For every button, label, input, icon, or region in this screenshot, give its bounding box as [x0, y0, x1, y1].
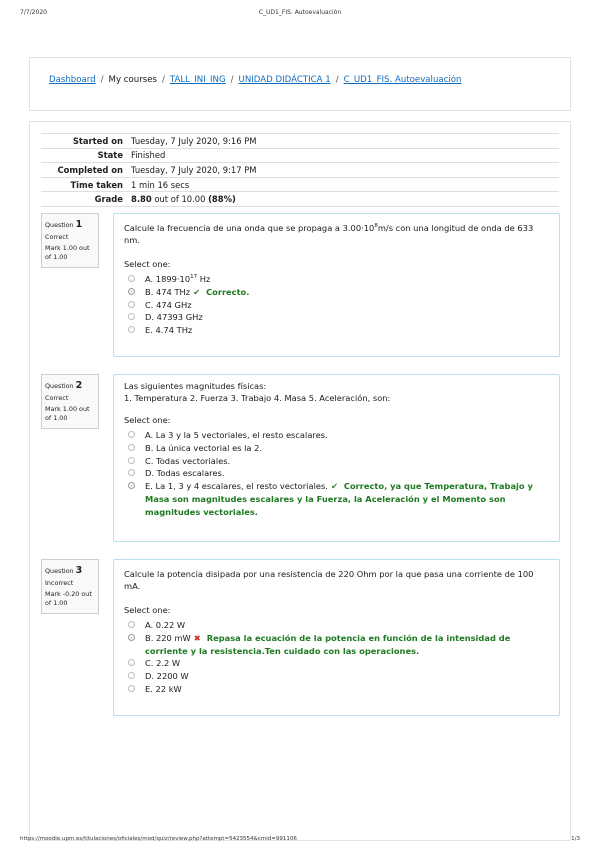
answer-option[interactable]: D. 47393 GHz — [124, 311, 549, 324]
radio-button-selected[interactable] — [128, 482, 135, 489]
radio-button[interactable] — [128, 457, 135, 464]
question-2-info — [41, 374, 99, 429]
answer-option[interactable]: B. 220 mW ✖ Repasa la ecuación de la potencia en función de la intensidad de corriente y la resistencia.Ten cuidado con las operaciones. — [124, 632, 549, 658]
select-one-label: Select one: — [124, 604, 171, 615]
radio-button[interactable] — [128, 431, 135, 438]
question-mark: Mark 1.00 out of 1.00 — [45, 244, 90, 262]
question-state: Incorrect — [45, 579, 74, 588]
radio-button[interactable] — [128, 444, 135, 451]
answer-option[interactable]: C. 474 GHz — [124, 299, 549, 312]
print-url: https://moodle.upm.es/titulaciones/oficiales/mod/quiz/review.php?attempt=5423554&cmid=991106 — [20, 836, 297, 842]
grade-out-of: out of 10.00 — [151, 194, 209, 205]
select-one-label: Select one: — [124, 258, 171, 269]
radio-button[interactable] — [128, 275, 135, 282]
answer-option[interactable]: C. 2.2 W — [124, 657, 549, 670]
question-3-info — [41, 559, 99, 614]
answer-option[interactable]: A. $1899\cdot 10^{17}$ Hz — [124, 273, 549, 286]
completed-value: Tuesday, 7 July 2020, 9:17 PM — [131, 163, 559, 178]
radio-button[interactable] — [128, 469, 135, 476]
question-text: Calcule la potencia disipada por una resistencia de 220 Ohm por la que pasa una corriente de 100 mA. — [124, 569, 534, 592]
radio-button[interactable] — [128, 313, 135, 320]
grade-label: Grade — [41, 192, 131, 207]
feedback-text: Correcto, ya que Temperatura, Trabajo y Masa son magnitudes escalares y la Fuerza, la Aceleración y el Momento son magnitudes vectoriales. — [145, 481, 533, 518]
state-value: Finished — [131, 148, 559, 163]
answer-option[interactable]: E. 22 kW — [124, 683, 549, 696]
breadcrumb-unit[interactable]: UNIDAD DIDÁCTICA 1 — [238, 75, 331, 85]
grade-percent: (88%) — [208, 194, 236, 205]
answer-option[interactable]: A. La 3 y la 5 vectoriales, el resto escalares. — [124, 429, 549, 442]
summary-grade — [41, 192, 559, 207]
radio-button[interactable] — [128, 301, 135, 308]
question-2-content — [113, 374, 560, 542]
radio-button-selected[interactable] — [128, 634, 135, 641]
radio-button[interactable] — [128, 621, 135, 628]
summary-started — [41, 134, 559, 149]
summary-state — [41, 148, 559, 163]
radio-button[interactable] — [128, 326, 135, 333]
select-one-label: Select one: — [124, 414, 171, 425]
grade-value — [131, 192, 559, 207]
question-state: Correct — [45, 233, 69, 242]
answer-option[interactable]: A. 0.22 W — [124, 619, 549, 632]
print-title: C_UD1_FIS. Autoevaluación — [258, 9, 342, 16]
breadcrumb-my-courses: My courses — [108, 75, 157, 85]
time-value: 1 min 16 secs — [131, 177, 559, 192]
cross-icon: ✖ — [193, 632, 201, 643]
feedback-text: Correcto. — [206, 286, 250, 297]
answer-option[interactable]: B. 474 THz ✔ Correcto. — [124, 286, 549, 299]
summary-time — [41, 177, 559, 192]
question-number: 2 — [75, 380, 83, 391]
question-3-content — [113, 559, 560, 716]
question-1-info — [41, 213, 99, 268]
question-number: 1 — [75, 219, 83, 230]
time-label: Time taken — [41, 177, 131, 192]
feedback-text: Repasa la ecuación de la potencia en función de la intensidad de corriente y la resistencia.Ten cuidado con las operaciones. — [145, 632, 511, 656]
started-label: Started on — [41, 134, 131, 149]
question-state: Correct — [45, 394, 69, 403]
question-1-content — [113, 213, 560, 357]
question-label: Question — [45, 567, 74, 575]
answer-option[interactable]: D. Todas escalares. — [124, 467, 549, 480]
answer-option[interactable]: D. 2200 W — [124, 670, 549, 683]
question-mark: Mark 1.00 out of 1.00 — [45, 405, 90, 423]
question-mark: Mark -0.20 out of 1.00 — [45, 590, 92, 608]
print-header — [20, 9, 580, 19]
radio-button[interactable] — [128, 659, 135, 666]
question-label: Question — [45, 382, 74, 390]
started-value: Tuesday, 7 July 2020, 9:16 PM — [131, 134, 559, 149]
answer-option[interactable]: C. Todas vectoriales. — [124, 455, 549, 468]
question-text: Las siguientes magnitudes físicas: 1. Temperatura 2. Fuerza 3. Trabajo 4. Masa 5. Aceleración, son: — [124, 381, 391, 404]
completed-label: Completed on — [41, 163, 131, 178]
grade-score: 8.80 — [131, 194, 152, 205]
question-number: 3 — [75, 565, 83, 576]
radio-button-selected[interactable] — [128, 288, 135, 295]
breadcrumb-course[interactable]: TALL_INI_ING — [169, 75, 226, 85]
summary-completed — [41, 163, 559, 178]
breadcrumb-dashboard[interactable]: Dashboard — [49, 75, 96, 85]
radio-button[interactable] — [128, 672, 135, 679]
state-label: State — [41, 148, 131, 163]
question-text: Calcule la frecuencia de una onda que se propaga a $3.00\cdot 10^8m/s$ con una longitud de onda de 633 nm. — [124, 223, 534, 246]
answer-option[interactable]: E. La 1, 3 y 4 escalares, el resto vectoriales. ✔ Correcto, ya que Temperatura, Trabajo y Masa son magnitudes escalares y la Fuerza, la Aceleración y el Momento son magnitudes vectoriales. — [124, 480, 549, 519]
attempt-summary — [41, 133, 559, 207]
print-date: 7/7/2020 — [20, 9, 47, 16]
question-label: Question — [45, 221, 74, 229]
check-icon: ✔ — [193, 286, 201, 297]
breadcrumb: Dashboard / My courses / TALL_INI_ING / UNIDAD DIDÁCTICA 1 / C_UD1_FIS. Autoevaluación — [29, 57, 571, 111]
answer-option[interactable]: E. 4.74 THz — [124, 324, 549, 337]
page-count: 1/3 — [571, 836, 580, 842]
radio-button[interactable] — [128, 685, 135, 692]
check-icon: ✔ — [330, 481, 338, 492]
answer-option[interactable]: B. La única vectorial es la 2. — [124, 442, 549, 455]
breadcrumb-quiz[interactable]: C_UD1_FIS. Autoevaluación — [343, 75, 462, 85]
